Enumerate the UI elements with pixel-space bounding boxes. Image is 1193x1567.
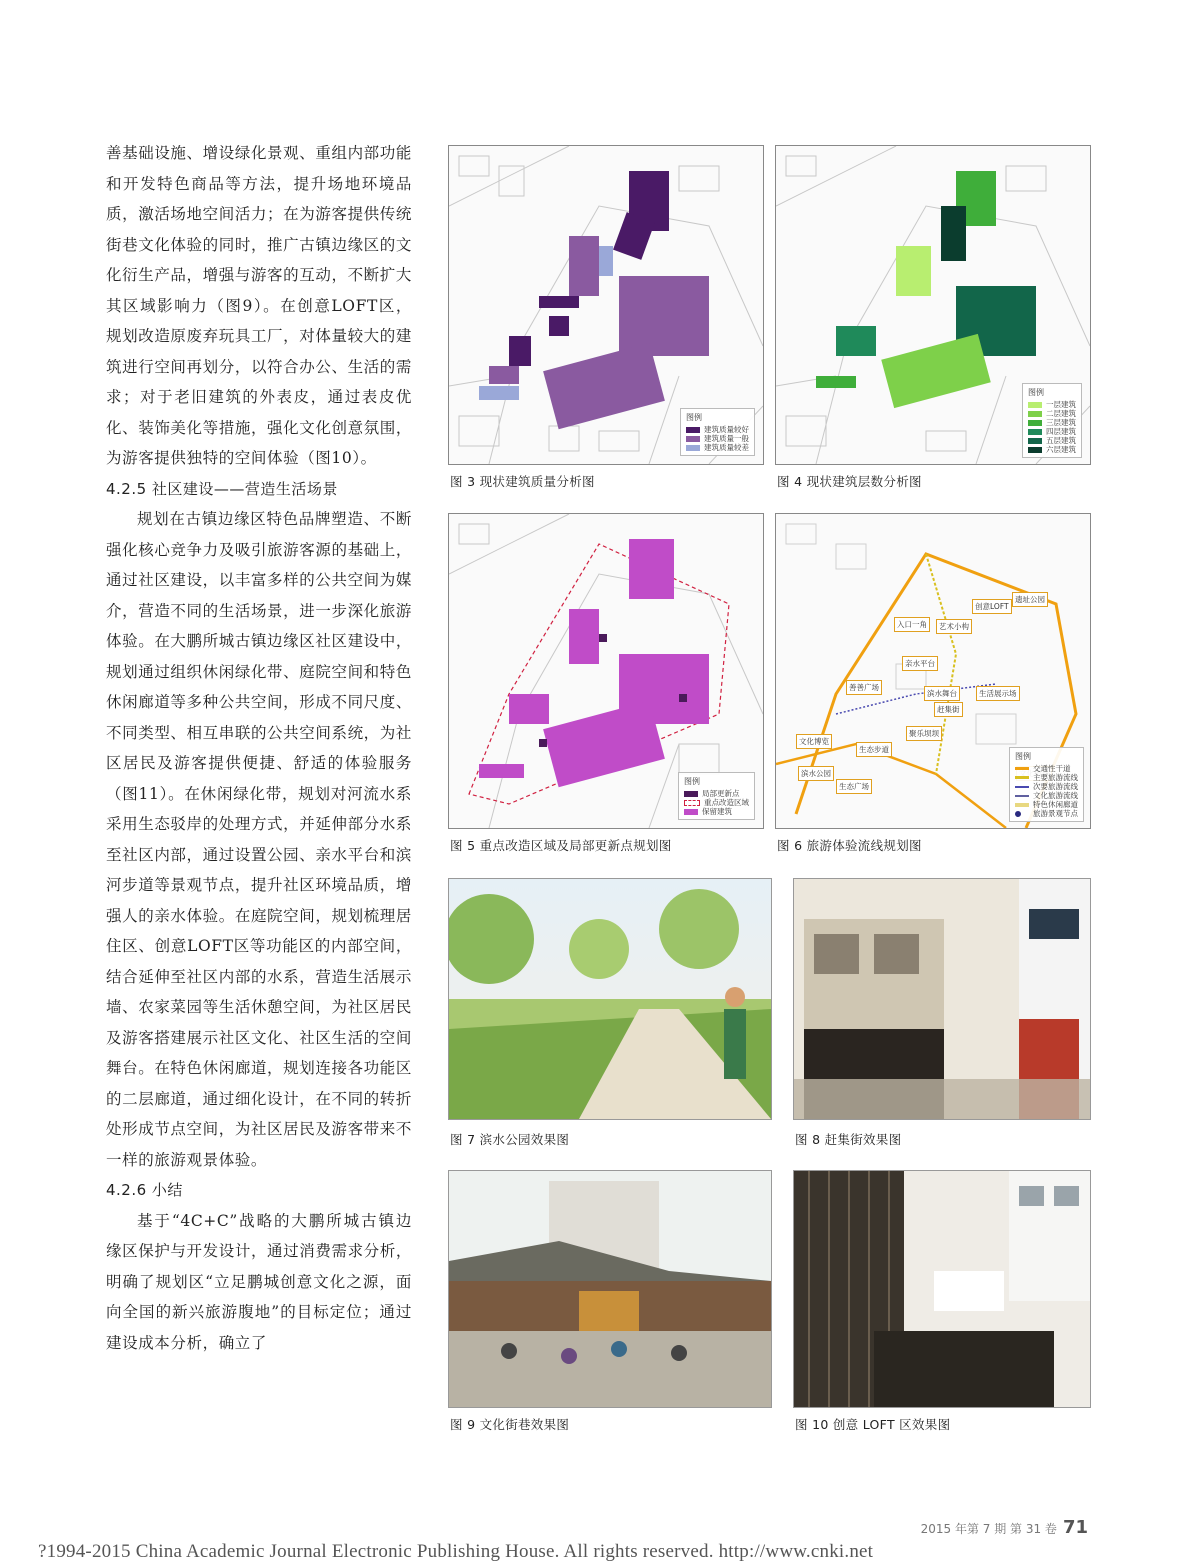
legend-title: 图例 [686,413,702,422]
figure-5-legend [678,772,755,820]
figure-8-rendering [793,878,1091,1120]
legend-label: 次要旅游流线 [1033,782,1078,791]
legend-label: 旅游景观节点 [1033,809,1078,818]
legend-label: 三层建筑 [1046,418,1076,427]
figure-5-caption: 图 5 重点改造区域及局部更新点规划图 [450,838,672,853]
legend-title: 图例 [1015,752,1031,761]
legend-swatch [1028,429,1042,435]
legend-label: 四层建筑 [1046,427,1076,436]
figure-5-map [448,513,764,829]
map-label: 善善广场 [846,680,882,695]
figure-3-map [448,145,764,465]
page-number: 71 [1062,1517,1088,1538]
issue-text: 2015 年第 7 期 第 31 卷 [920,1522,1057,1536]
legend-label: 局部更新点 [702,789,740,798]
legend-swatch [1015,776,1029,779]
figure-4-caption: 图 4 现状建筑层数分析图 [777,474,922,489]
paragraph-2: 规划在古镇边缘区特色品牌塑造、不断强化核心竞争力及吸引旅游客源的基础上，通过社区建设，以丰富多样的公共空间为媒介，营造不同的生活场景，进一步深化旅游体验。在大鹏所城古镇边缘区社区建设中，规划通过组织休闲绿化带、庭院空间和特色休闲廊道等多种公共空间，形成不同尺度、不同类型、相互串联的公共空间系统，为社区居民及游客提供便捷、舒适的体验服务（图11）。在休闲绿化带，规划对河流水系采用生态驳岸的处理方式，并延伸部分水系至社区内部，通过设置公园、亲水平台和滨河步道等景观节点，提升社区环境品质，增强人的亲水体验。在庭院空间，规划梳理居住区、创意LOFT区等功能区的内部空间，结合延伸至社区内部的水系，营造生活展示墙、农家菜园等生活休憩空间，为社区居民及游客搭建展示社区文化、社区生活的空间舞台。在特色休闲廊道，规划连接各功能区的二层廊道，通过细化设计，在不同的转折处形成节点空间，为社区居民及游客带来不一样的旅游观景体验。 [106,510,412,1169]
map-label: 生活展示场 [976,686,1020,701]
map-label: 赶集街 [934,702,963,717]
paragraph-3: 基于“4C+C”战略的大鹏所城古镇边缘区保护与开发设计，通过消费需求分析，明确了规划区“立足鹏城创意文化之源，面向全国的新兴旅游腹地”的目标定位；通过建设成本分析，确立了 [106,1211,412,1352]
legend-label: 重点改造区域 [704,798,749,807]
legend-label: 五层建筑 [1046,436,1076,445]
figure-9-caption: 图 9 文化街巷效果图 [450,1417,570,1432]
legend-swatch [1015,767,1029,770]
section-heading-4-2-6: 4.2.6 小结 [106,1181,183,1199]
paragraph-1: 善基础设施、增设绿化景观、重组内部功能和开发特色商品等方法，提升场地环境品质，激活场地空间活力；在为游客提供传统街巷文化体验的同时，推广古镇边缘区的文化衍生产品，增强与游客的互动，不断扩大其区域影响力（图9）。在创意LOFT区，规划改造原废弃玩具工厂，对体量较大的建筑进行空间再划分，以符合办公、生活的需求；对于老旧建筑的外表皮，通过表皮优化、装饰美化等措施，强化文化创意氛围，为游客提供独特的空间体验（图10）。 [106,144,412,467]
legend-label: 建筑质量一般 [704,434,749,443]
figure-10-rendering [793,1170,1091,1408]
figure-7-caption: 图 7 滨水公园效果图 [450,1132,570,1147]
legend-label: 建筑质量较好 [704,425,749,434]
legend-label: 文化旅游流线 [1033,791,1078,800]
legend-label: 主要旅游流线 [1033,773,1078,782]
legend-label: 一层建筑 [1046,400,1076,409]
legend-swatch [684,791,698,797]
legend-swatch [684,800,700,806]
figure-4-map [775,145,1091,465]
legend-swatch [1015,811,1021,817]
legend-swatch [686,427,700,433]
legend-swatch [686,436,700,442]
figure-4-legend [1022,383,1082,458]
map-label: 创意LOFT [972,599,1012,614]
legend-swatch [1028,447,1042,453]
map-label: 艺术小构 [936,619,972,634]
legend-label: 特色休闲廊道 [1033,800,1078,809]
legend-swatch [1028,438,1042,444]
map-label: 生态步道 [856,742,892,757]
figure-6-map [775,513,1091,829]
legend-swatch [1015,795,1029,797]
figure-6-caption: 图 6 旅游体验流线规划图 [777,838,922,853]
legend-swatch [686,445,700,451]
figure-8-caption: 图 8 赶集街效果图 [795,1132,902,1147]
figure-10-caption: 图 10 创意 LOFT 区效果图 [795,1417,951,1432]
legend-title: 图例 [684,777,700,786]
body-text-column [106,138,412,1358]
legend-label: 交通性干道 [1033,764,1071,773]
map-label: 亲水平台 [902,656,938,671]
legend-label: 六层建筑 [1046,445,1076,454]
section-heading-4-2-5: 4.2.5 社区建设——营造生活场景 [106,479,338,498]
map-label: 文化博览 [796,734,832,749]
copyright-line: ?1994-2015 China Academic Journal Electronic Publishing House. All rights reserved. http://www.cnki.net [38,1541,874,1562]
legend-swatch [1015,786,1029,788]
legend-label: 保留建筑 [702,807,732,816]
figure-7-rendering [448,878,772,1120]
legend-swatch [1028,420,1042,426]
issue-info [921,1517,1088,1538]
legend-swatch [684,809,698,815]
figure-9-rendering [448,1170,772,1408]
figure-3-caption: 图 3 现状建筑质量分析图 [450,474,595,489]
figure-3-legend [680,408,755,456]
map-label: 聚乐坝坝 [906,726,942,741]
legend-title: 图例 [1028,388,1044,397]
legend-swatch [1028,402,1042,408]
legend-swatch [1015,803,1029,807]
map-label: 生态广场 [836,779,872,794]
map-label: 滨水公园 [798,766,834,781]
legend-swatch [1028,411,1042,417]
legend-label: 二层建筑 [1046,409,1076,418]
legend-label: 建筑质量较差 [704,443,749,452]
map-label: 滨水舞台 [924,686,960,701]
map-label: 入口一角 [894,617,930,632]
map-label: 遗址公园 [1012,592,1048,607]
figure-6-legend [1009,747,1084,822]
